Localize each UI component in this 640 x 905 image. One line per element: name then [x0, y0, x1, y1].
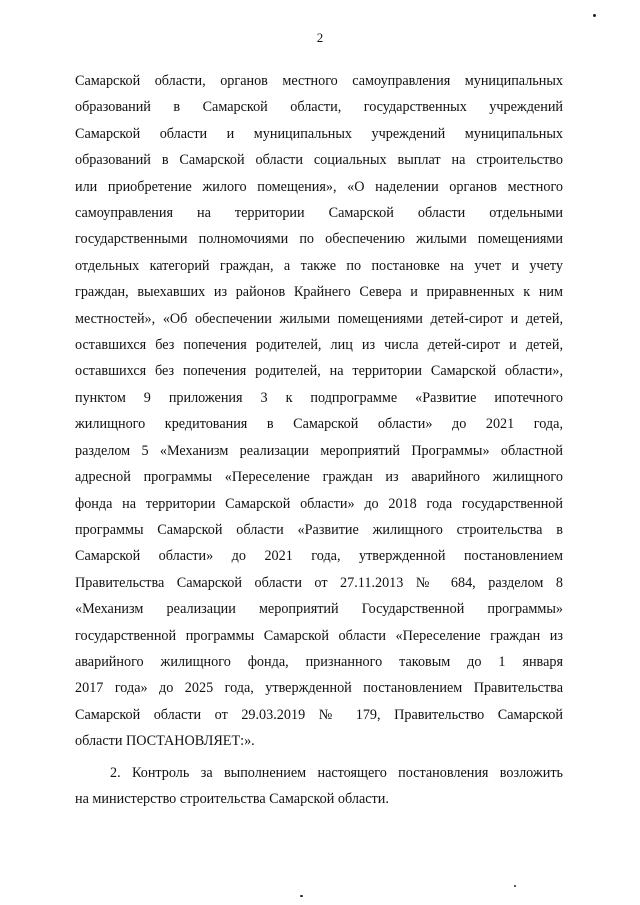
text-line: оставшихся без попечения родителей, на территории Самарской области», [75, 363, 563, 380]
text-line: аварийного жилищного фонда, признанного таковым до 1 января [75, 653, 563, 670]
text-line: государственными полномочиями по обеспечению жилыми помещениями [75, 231, 563, 248]
text-line: 2017 года» до 2025 года, утвержденной постановлением Правительства [75, 680, 563, 697]
text-line: «Механизм реализации мероприятий Государственной программы» [75, 601, 563, 618]
paragraph-2 [75, 760, 563, 813]
paragraph-1 [75, 68, 563, 755]
text-line: самоуправления на территории Самарской области отдельными [75, 205, 563, 222]
text-line: программы Самарской области «Развитие жилищного строительства в [75, 521, 563, 538]
text-line: государственной программы Самарской области «Переселение граждан из [75, 627, 563, 644]
scan-speck [593, 14, 596, 17]
text-line: или приобретение жилого помещения», «О наделении органов местного [75, 178, 563, 195]
text-line: оставшихся без попечения родителей, лиц из числа детей-сирот и детей, [75, 337, 563, 354]
text-line: Самарской области, органов местного самоуправления муниципальных [75, 73, 563, 89]
document-body [75, 68, 563, 812]
text-line: Самарской области и муниципальных учреждений муниципальных [75, 125, 563, 142]
text-line: адресной программы «Переселение граждан из аварийного жилищного [75, 469, 563, 486]
text-line: отдельных категорий граждан, а также по постановке на учет и учету [75, 257, 563, 274]
text-line: Самарской области от 29.03.2019 № 179, Правительство Самарской [75, 706, 563, 723]
scan-speck [300, 895, 303, 897]
text-line: 2. Контроль за выполнением настоящего постановления возложить [110, 764, 563, 781]
text-line: фонда на территории Самарской области» до 2018 года государственной [75, 495, 563, 512]
text-line: жилищного кредитования в Самарской области» до 2021 года, [75, 416, 563, 433]
page-number: 2 [316, 30, 324, 45]
text-line: пунктом 9 приложения 3 к подпрограмме «Развитие ипотечного [75, 389, 563, 406]
text-line: разделом 5 «Механизм реализации мероприятий Программы» областной [75, 442, 563, 459]
text-line: образований в Самарской области, государственных учреждений [75, 99, 563, 116]
text-line: местностей», «Об обеспечении жилыми помещениями детей-сирот и детей, [75, 310, 563, 327]
text-line: на министерство строительства Самарской области. [75, 790, 389, 807]
text-line: образований в Самарской области социальных выплат на строительство [75, 152, 563, 169]
text-line: Самарской области» до 2021 года, утвержденной постановлением [75, 548, 563, 565]
text-line: граждан, выехавших из районов Крайнего Севера и приравненных к ним [75, 284, 563, 301]
text-line: Правительства Самарской области от 27.11.2013 № 684, разделом 8 [75, 574, 563, 591]
scan-speck [514, 885, 516, 887]
text-line: области ПОСТАНОВЛЯЕТ:». [75, 733, 255, 750]
